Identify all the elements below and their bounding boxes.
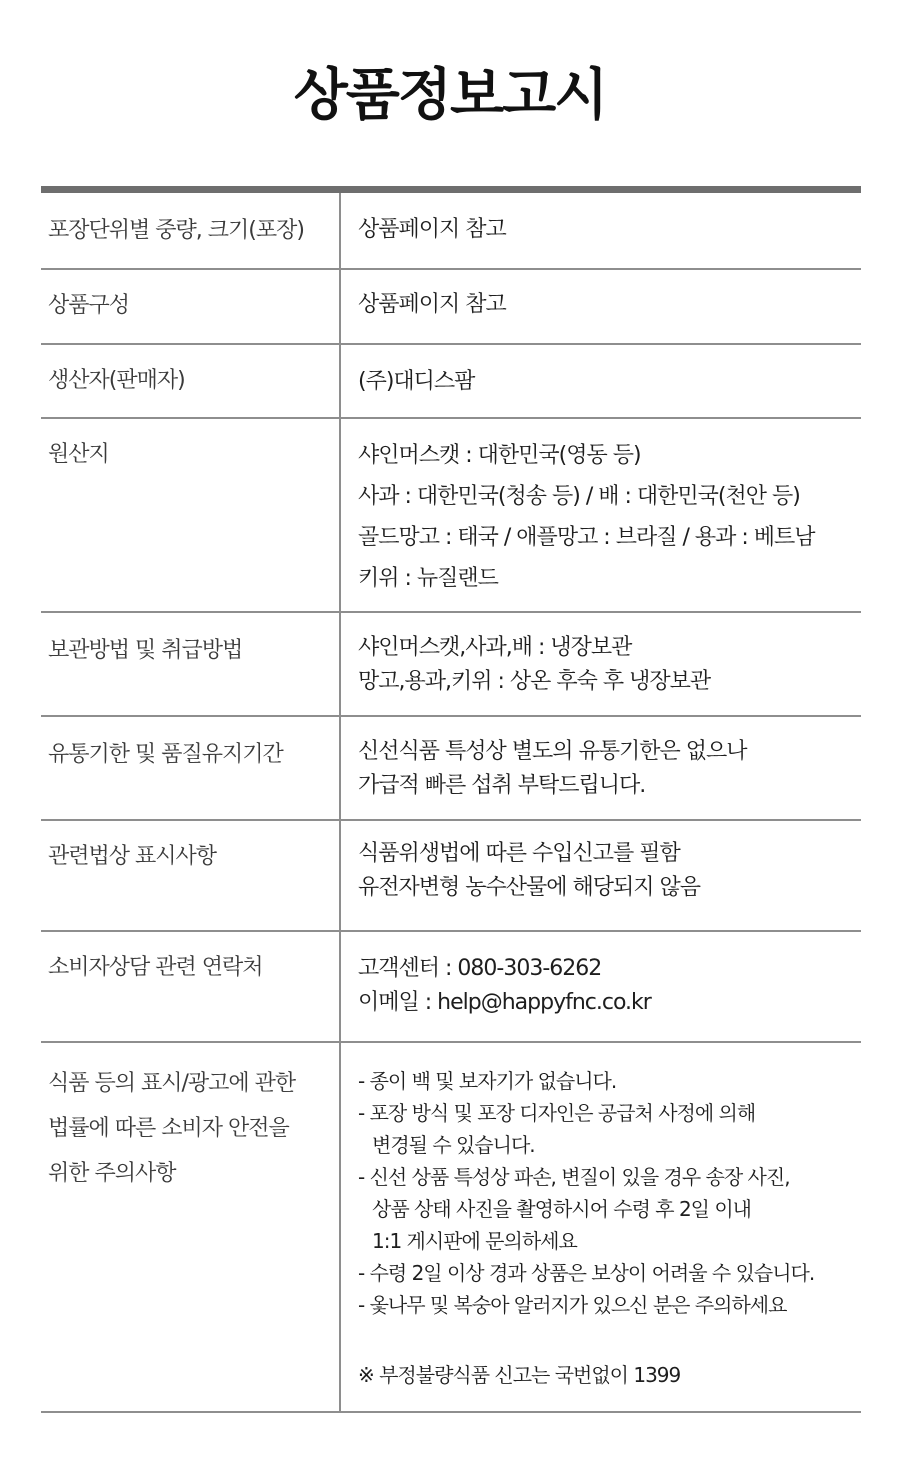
row-value — [341, 932, 861, 1041]
row-value — [341, 193, 861, 268]
value-line: 상품페이지 참고 — [358, 217, 506, 242]
row-label: 유통기한 및 품질유지기간 — [41, 717, 341, 819]
notice-item: - 포장 방식 및 포장 디자인은 공급처 사정에 의해 — [358, 1101, 756, 1125]
table-row — [41, 932, 861, 1043]
row-value — [341, 717, 861, 819]
value-line: 고객센터 : 080-303-6262 — [358, 956, 602, 981]
row-value — [341, 419, 861, 611]
value-line: 가급적 빠른 섭취 부탁드립니다. — [358, 773, 646, 798]
row-label: 관련법상 표시사항 — [41, 821, 341, 930]
notice-label-line: 식품 등의 표시/광고에 관한 — [48, 1071, 296, 1096]
page-title: 상품정보고시 — [293, 63, 607, 128]
product-info-table — [41, 186, 861, 1413]
notice-label-line: 위한 주의사항 — [48, 1161, 176, 1186]
row-label: 보관방법 및 취급방법 — [41, 613, 341, 715]
value-line: 이메일 : help@happyfnc.co.kr — [358, 990, 651, 1015]
value-line: 골드망고 : 태국 / 애플망고 : 브라질 / 용과 : 베트남 — [358, 525, 815, 550]
value-line: 키위 : 뉴질랜드 — [358, 566, 498, 591]
notice-item: 변경될 수 있습니다. — [372, 1133, 535, 1157]
notice-item: - 종이 백 및 보자기가 없습니다. — [358, 1069, 617, 1093]
notice-item: - 신선 상품 특성상 파손, 변질이 있을 경우 송장 사진, — [358, 1165, 790, 1189]
row-value — [341, 821, 861, 930]
value-line: 신선식품 특성상 별도의 유통기한은 없으나 — [358, 739, 747, 764]
notice-label — [41, 1043, 341, 1411]
row-label: 포장단위별 중량, 크기(포장) — [41, 193, 341, 268]
row-value — [341, 270, 861, 343]
notice-item: 1:1 게시판에 문의하세요 — [372, 1229, 577, 1253]
value-line: 상품페이지 참고 — [358, 292, 506, 317]
table-row — [41, 419, 861, 613]
notice-item: - 수령 2일 이상 경과 상품은 보상이 어려울 수 있습니다. — [358, 1261, 815, 1285]
notice-item: - 옻나무 및 복숭아 알러지가 있으신 분은 주의하세요 — [358, 1293, 787, 1317]
row-value — [341, 345, 861, 417]
value-line: 사과 : 대한민국(청송 등) / 배 : 대한민국(천안 등) — [358, 484, 800, 509]
value-line: 식품위생법에 따른 수입신고를 필함 — [358, 841, 680, 866]
row-label: 상품구성 — [41, 270, 341, 343]
notice-label-line: 법률에 따른 소비자 안전을 — [48, 1116, 289, 1141]
table-row — [41, 193, 861, 270]
value-line: 샤인머스캣 : 대한민국(영동 등) — [358, 443, 641, 468]
row-label: 원산지 — [41, 419, 341, 611]
value-line: (주)대디스팜 — [358, 369, 475, 394]
value-line: 망고,용과,키위 : 상온 후숙 후 냉장보관 — [358, 669, 711, 694]
notice-content — [341, 1043, 861, 1411]
row-label: 소비자상담 관련 연락처 — [41, 932, 341, 1041]
report-notice: ※ 부정불량식품 신고는 국번없이 1399 — [358, 1363, 681, 1387]
notice-item: 상품 상태 사진을 촬영하시어 수령 후 2일 이내 — [372, 1197, 751, 1221]
table-row — [41, 345, 861, 419]
table-row — [41, 270, 861, 345]
table-row — [41, 717, 861, 821]
row-label: 생산자(판매자) — [41, 345, 341, 417]
row-value — [341, 613, 861, 715]
value-line: 유전자변형 농수산물에 해당되지 않음 — [358, 875, 701, 900]
table-row — [41, 613, 861, 717]
table-row-notice — [41, 1043, 861, 1413]
table-row — [41, 821, 861, 932]
value-line: 샤인머스캣,사과,배 : 냉장보관 — [358, 635, 632, 660]
